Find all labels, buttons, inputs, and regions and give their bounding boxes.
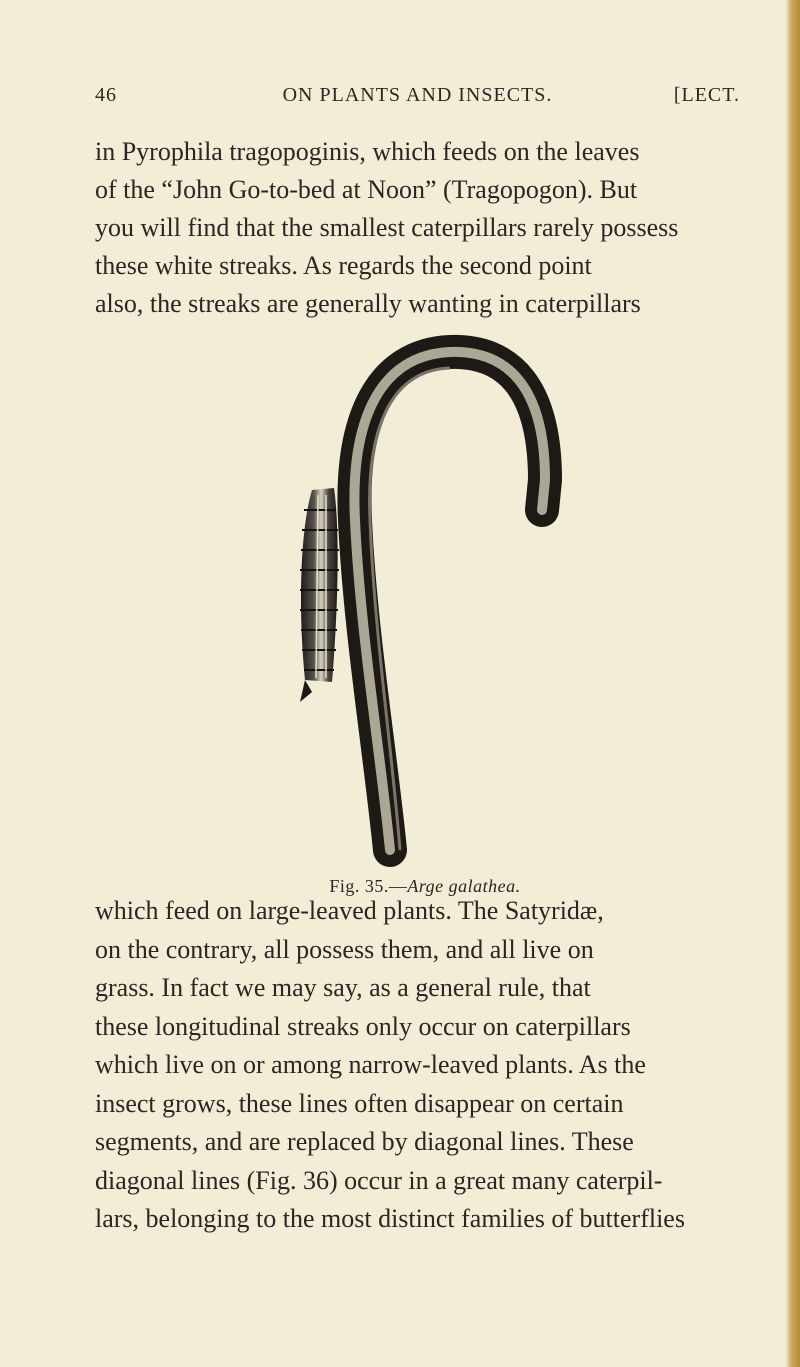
figure-species: Arge galathea. (407, 876, 521, 896)
text-line: also, the streaks are generally wanting in caterpillars (95, 289, 641, 318)
text-line: diagonal lines (Fig. 36) occur in a great many caterpil- (95, 1165, 663, 1195)
text-line: segments, and are replaced by diagonal lines. These (95, 1127, 634, 1156)
page-edge (786, 0, 800, 1367)
running-title: ON PLANTS AND INSECTS. (282, 84, 553, 106)
figure-label: Fig. 35. (329, 876, 389, 896)
text-line: in Pyrophila tragopoginis, which feeds on the leaves (95, 137, 640, 166)
caterpillar-drawing (260, 330, 590, 870)
page-header (95, 84, 740, 114)
paragraph-top (95, 133, 755, 323)
section-marker: [LECT. (673, 84, 740, 106)
text-line: these white streaks. As regards the second point (95, 251, 592, 280)
text-line: which feed on large-leaved plants. The Satyridæ, (95, 896, 604, 925)
page-number: 46 (95, 84, 117, 106)
figure-caption: Fig. 35.—Arge galathea. (329, 876, 521, 896)
text-line: insect grows, these lines often disappear on certain (95, 1088, 624, 1118)
text-line: these longitudinal streaks only occur on caterpillars (95, 1011, 631, 1041)
caterpillar-illustration (260, 330, 590, 870)
text-line: which live on or among narrow-leaved plants. As the (95, 1050, 646, 1079)
paragraph-bottom (95, 892, 755, 1239)
text-line: on the contrary, all possess them, and all live on (95, 934, 594, 964)
text-line: of the “John Go-to-bed at Noon” (Tragopogon). But (95, 175, 638, 204)
text-line: lars, belonging to the most distinct families of butterflies (95, 1204, 685, 1233)
text-line: you will find that the smallest caterpillars rarely possess (95, 213, 679, 242)
text-line: grass. In fact we may say, as a general rule, that (95, 973, 591, 1002)
